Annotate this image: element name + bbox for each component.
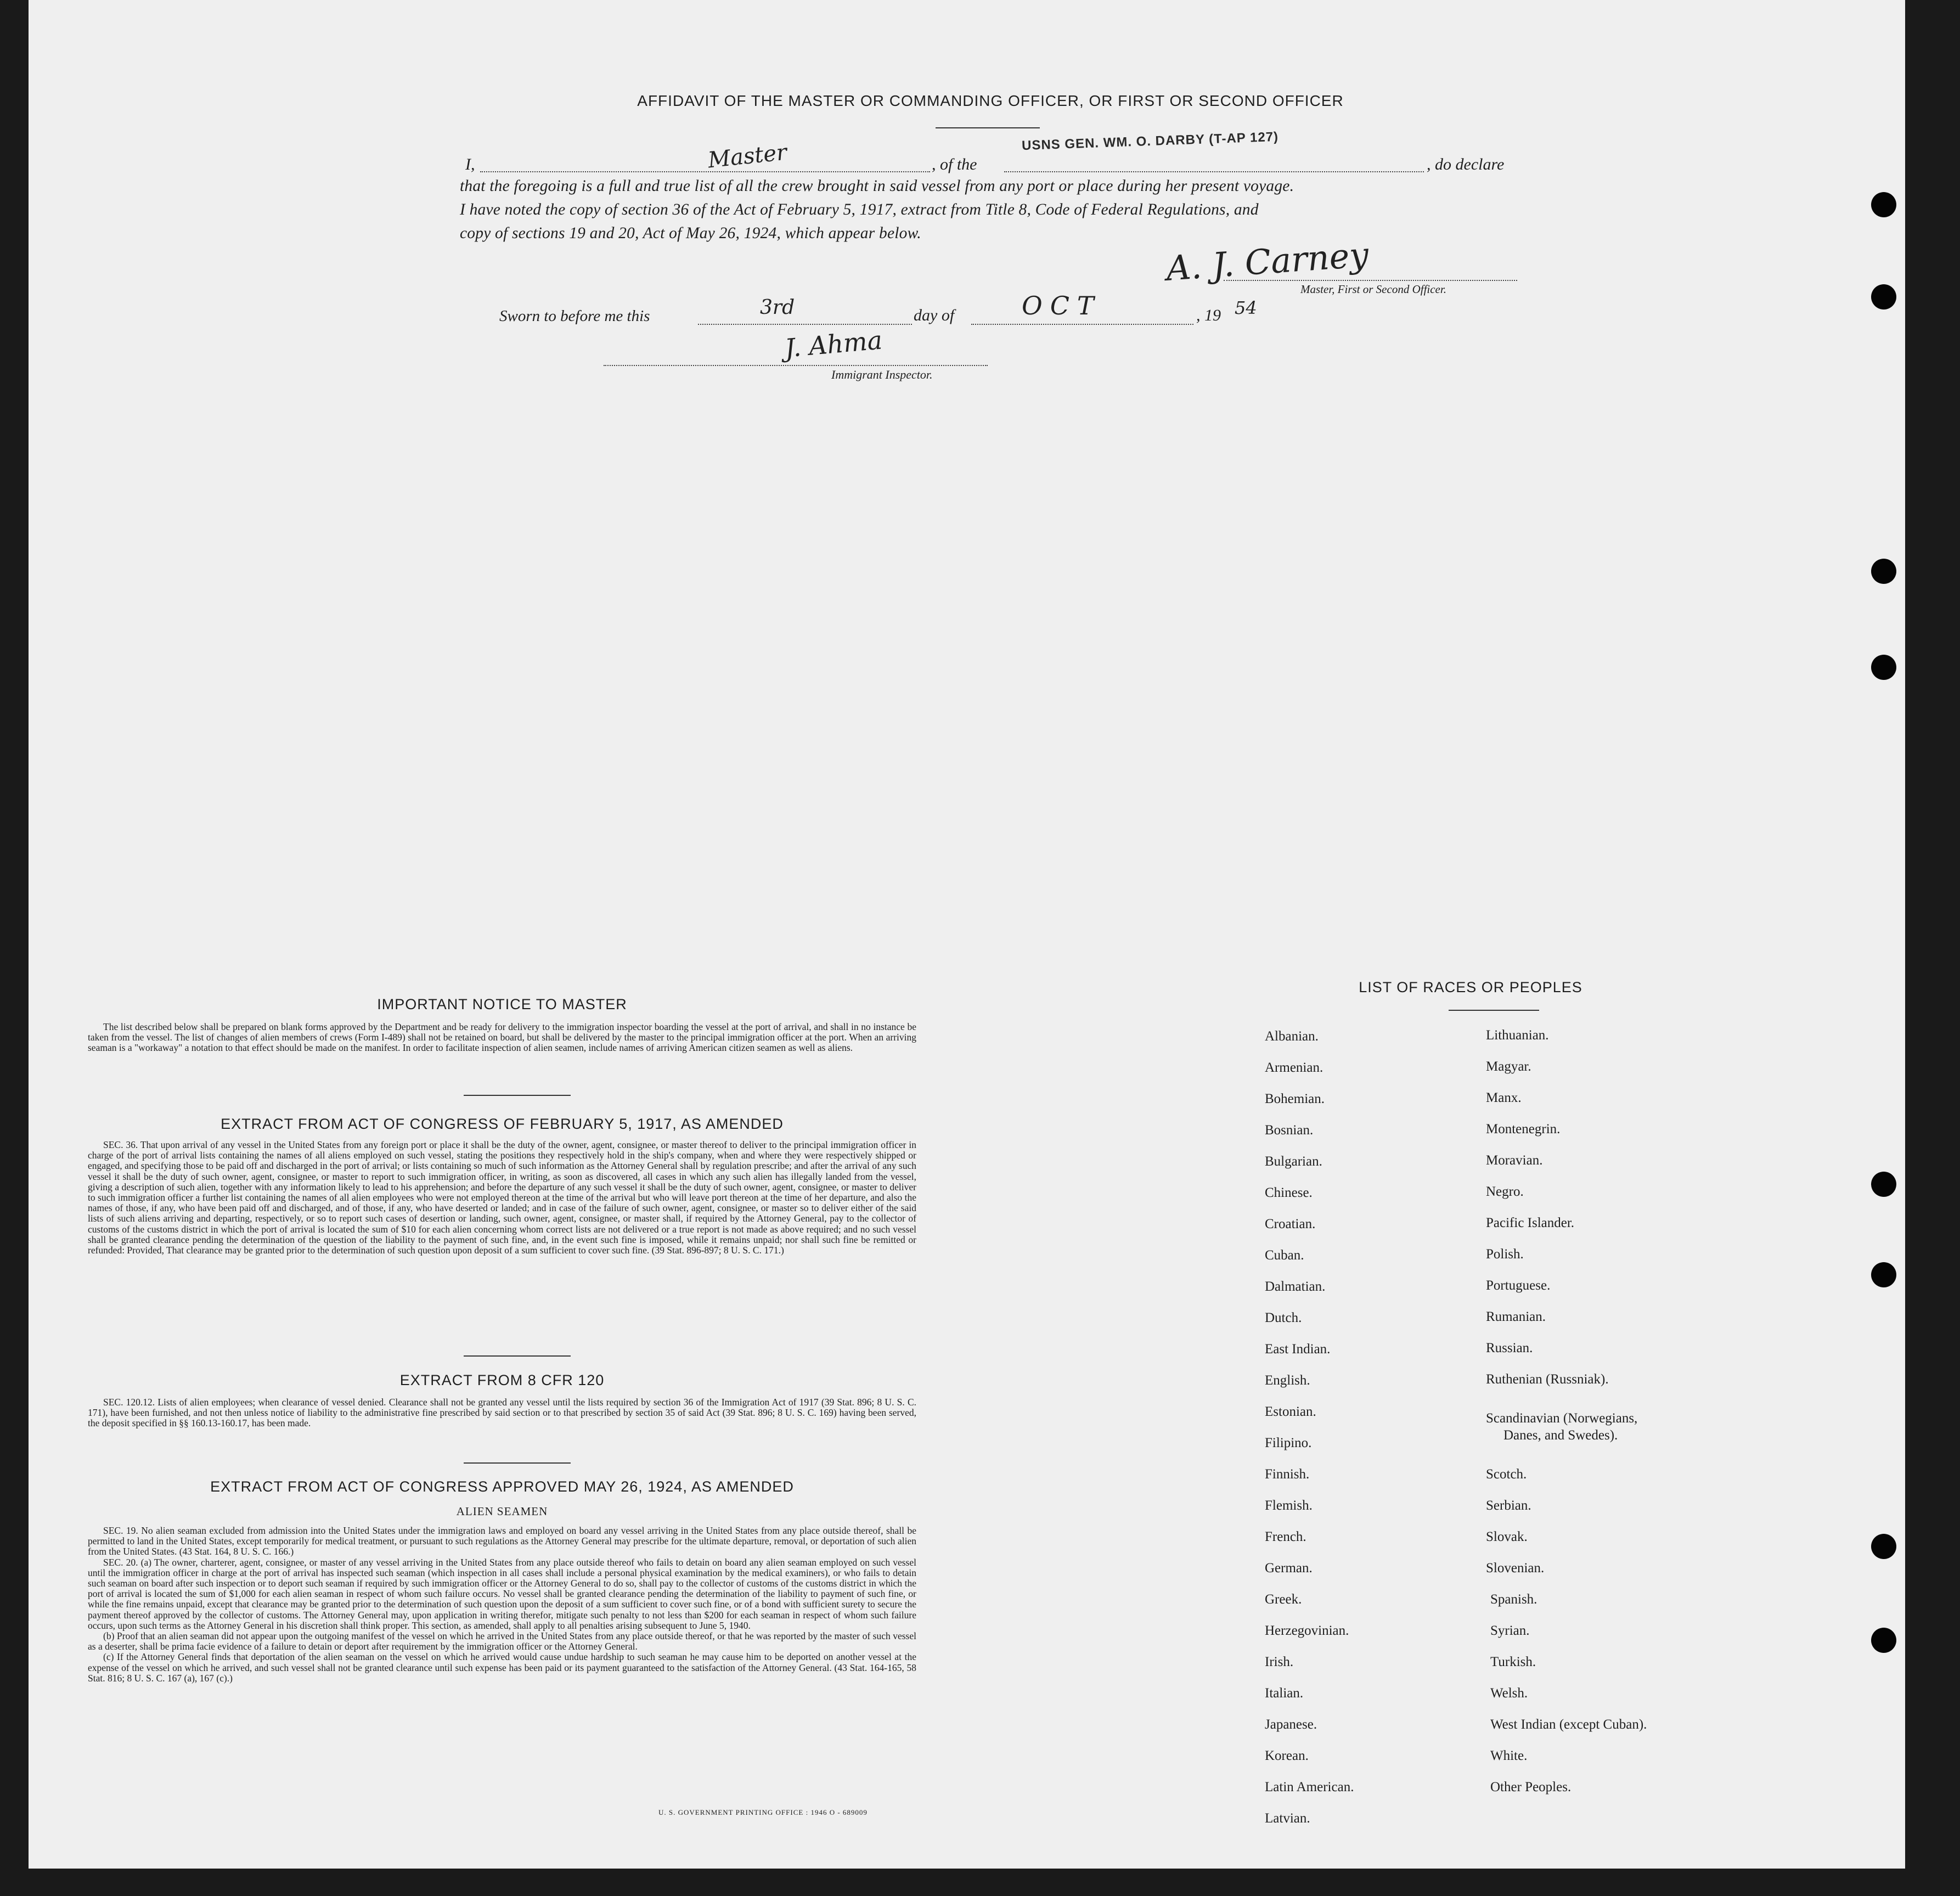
do-declare-label: , do declare: [1427, 155, 1505, 173]
vessel-line: [1004, 171, 1424, 172]
vessel-stamp: USNS GEN. WM. O. DARBY (T-AP 127): [1021, 129, 1279, 154]
race-item: Turkish.: [1490, 1655, 1536, 1669]
extract-1924-sec20a: SEC. 20. (a) The owner, charterer, agent, consignee, or master of any vessel arriving in the United States from any place outside thereof who fails to detain on board any alien seaman employed on such vessel until the immigration officer in charge at the port of arrival has inspected such seaman (which inspection in all cases shall include a personal physical examination by the medical examiners), or who fails to detain such seaman on board after such inspection or to deport such seaman if required by such immigration officer or the Attorney General to do so, shall pay to the collector of customs of the customs district in which the port of arrival is located the sum of $1,000 for each alien seaman in respect of whom such failure occurs. No vessel shall be granted clearance pending the determination of the liability to payment of such fine, or while the fine remains unpaid, except that clearance may be granted prior to the determination of such question upon the deposit of a sum sufficient to cover such fine, or of a bond with sufficient surety to secure the payment thereof approved by the collector of customs. The Attorney General may, upon application in writing therefor, mitigate such penalty to not less than $200 for each seaman in respect of whom such failure occurs, upon such terms as the Attorney General in his discretion shall think proper. This section, as amended, shall apply to all penalties arising subsequent to June 5, 1940.: [88, 1556, 916, 1631]
race-item: Finnish.: [1265, 1467, 1310, 1482]
divider: [464, 1462, 571, 1464]
races-title: LIST OF RACES OR PEOPLES: [1359, 979, 1582, 995]
race-item: Pacific Islander.: [1486, 1216, 1575, 1230]
race-item: Korean.: [1265, 1748, 1309, 1763]
race-item: Flemish.: [1265, 1498, 1313, 1513]
affidavit-body-line-3: copy of sections 19 and 20, Act of May 26, 1924, which appear below.: [460, 224, 921, 242]
race-item: Danes, and Swedes).: [1503, 1428, 1618, 1443]
race-item: Albanian.: [1265, 1029, 1319, 1044]
binder-hole: [1871, 1172, 1896, 1197]
declarant-line: [480, 171, 930, 172]
race-item: Rumanian.: [1486, 1309, 1546, 1324]
extract-cfr-paragraph: SEC. 120.12. Lists of alien employees; when clearance of vessel denied. Clearance shall not be granted any vessel until the lists required by section 36 of the Immigration Act of 1917 (39 Stat. 896; 8 U. S. C. 171), have been furnished, and not then unless notice of liability to the administrative fine prescribed by said section or to that prescribed by section 35 of said Act (39 Stat. 896; 8 U. S. C. 169) having been served, the deposit specified in §§ 160.13-160.17, has been made.: [88, 1397, 916, 1429]
race-item: French.: [1265, 1529, 1306, 1544]
race-item: Irish.: [1265, 1655, 1294, 1669]
extract-1924-sec20c: (c) If the Attorney General finds that deportation of the alien seaman on the vessel on which he arrived would cause undue hardship to such seaman he may cause him to be deported on another vessel at the expense of the vessel on which he arrived, and such vessel shall not be granted clearance until such expense has been paid or its payment guaranteed to the satisfaction of the Attorney General. (43 Stat. 164-165, 58 Stat. 816; 8 U. S. C. 167 (a), 167 (c).): [88, 1651, 916, 1684]
year-suffix: 54: [1235, 297, 1257, 318]
race-item: English.: [1265, 1373, 1310, 1388]
master-signature-line: [1224, 280, 1517, 281]
extract-1917-paragraph: SEC. 36. That upon arrival of any vessel in the United States from any foreign port or place it shall be the duty of the owner, agent, consignee, or master thereof to deliver to the principal immigration officer in charge of the port of arrival lists containing the names of all aliens employed on such vessel, stating the positions they respectively hold in the ship's company, when and where they were respectively shipped or engaged, and specifying those to be paid off and discharged in the port of arrival; or lists containing so much of such information as the Attorney General shall by regulation prescribe; and after the arrival of any such vessel it shall be the duty of such owner, agent, consignee, or master to report to such immigration officer, in writing, as soon as discovered, all cases in which any such alien has illegally landed from the vessel, giving a description of such alien, together with any information likely to lead to his apprehension; and before the departure of any such vessel it shall be the duty of such owner, agent, consignee, or master to deliver to such immigration officer a further list containing the names of all alien employees who were not employed thereon at the time of the arrival but who will leave port thereon at the time of her departure, and also the names of those, if any, who have been paid off and discharged, and of those, if any, who have deserted or landed; and in case of the failure of such owner, agent, consignee, or master so to deliver either of the said lists of such aliens arriving and departing, respectively, or so to report such cases of desertion or landing, such owner, agent, consignee, or master shall, if required by the Attorney General, pay to the collector of customs of the customs district in which the port of arrival is located the sum of $10 for each alien concerning whom correct lists are not delivered or a true report is not made as above required; and no such vessel shall be granted clearance pending the determination of the question of the liability to the payment of such fine, and, in the event such fine is imposed, while it remains unpaid; nor shall such fine be remitted or refunded: Provided, That clearance may be granted prior to the determination of such question upon deposit of a sum sufficient to cover such fine. (39 Stat. 896-897; 8 U. S. C. 171.): [88, 1139, 916, 1256]
binder-hole: [1871, 655, 1896, 680]
extract-cfr-text: [88, 1397, 916, 1429]
affidavit-body-line-1: that the foregoing is a full and true list of all the crew brought in said vessel from any port or place during her present voyage.: [460, 177, 1294, 195]
divider: [464, 1095, 571, 1096]
affidavit-title: AFFIDAVIT OF THE MASTER OR COMMANDING OFFICER, OR FIRST OR SECOND OFFICER: [637, 92, 1344, 109]
extract-1924-title: EXTRACT FROM ACT OF CONGRESS APPROVED MAY 26, 1924, AS AMENDED: [210, 1478, 794, 1495]
race-item: Latvian.: [1265, 1811, 1310, 1826]
race-item: Russian.: [1486, 1341, 1533, 1355]
sworn-month: OCT: [1022, 291, 1102, 320]
race-item: German.: [1265, 1561, 1313, 1576]
race-item: Syrian.: [1490, 1623, 1530, 1638]
binder-hole: [1871, 1534, 1896, 1559]
race-item: Dutch.: [1265, 1310, 1302, 1325]
affidavit-i-label: I,: [465, 155, 475, 173]
declarant-signature: Master: [706, 139, 788, 173]
race-item: Polish.: [1486, 1247, 1524, 1262]
race-item: Serbian.: [1486, 1498, 1531, 1513]
race-item: Bohemian.: [1265, 1092, 1325, 1106]
race-item: Filipino.: [1265, 1436, 1312, 1450]
race-item: Magyar.: [1486, 1059, 1531, 1074]
notice-title: IMPORTANT NOTICE TO MASTER: [377, 996, 627, 1012]
extract-1924-sec19: SEC. 19. No alien seaman excluded from admission into the United States under the immigration laws and employed on board any vessel arriving in the United States from any place outside thereof, shall be permitted to land in the United States, except temporarily for medical treatment, or pursuant to such regulations as the Attorney General may prescribe for the ultimate departure, removal, or deportation of such alien from the United States. (43 Stat. 164, 8 U. S. C. 166.): [88, 1525, 916, 1557]
inspector-caption: Immigrant Inspector.: [831, 368, 933, 381]
race-item: Herzegovinian.: [1265, 1623, 1349, 1638]
master-signature: A. J. Carney: [1164, 234, 1370, 289]
master-caption: Master, First or Second Officer.: [1300, 283, 1446, 296]
race-item: Scotch.: [1486, 1467, 1527, 1482]
divider: [1449, 1010, 1539, 1011]
day-of-label: day of: [914, 306, 955, 324]
race-item: Cuban.: [1265, 1248, 1304, 1263]
binder-hole: [1871, 1262, 1896, 1287]
race-item: Greek.: [1265, 1592, 1302, 1607]
race-item: East Indian.: [1265, 1342, 1331, 1357]
race-item: Manx.: [1486, 1090, 1522, 1105]
race-item: Dalmatian.: [1265, 1279, 1326, 1294]
race-item: Bulgarian.: [1265, 1154, 1322, 1169]
sworn-day: 3rd: [760, 296, 795, 319]
race-item: West Indian (except Cuban).: [1490, 1717, 1647, 1732]
extract-1924-text: [88, 1526, 916, 1684]
race-item: Negro.: [1486, 1184, 1524, 1199]
year-prefix: , 19: [1196, 306, 1221, 324]
extract-cfr-title: EXTRACT FROM 8 CFR 120: [399, 1372, 605, 1388]
race-item: Moravian.: [1486, 1153, 1543, 1168]
extract-1924-sec20b: (b) Proof that an alien seaman did not appear upon the outgoing manifest of the vessel on which he arrived in the United States from any place outside thereof, or that he was reported by the master of such vessel as a deserter, shall be prima facie evidence of a failure to detain or deport after requirement by the immigration officer or the Attorney General.: [88, 1630, 916, 1652]
race-item: Armenian.: [1265, 1060, 1323, 1075]
race-item: Lithuanian.: [1486, 1028, 1549, 1043]
race-item: Italian.: [1265, 1686, 1304, 1701]
sworn-month-line: [971, 324, 1193, 325]
notice-text: [88, 1022, 916, 1054]
extract-1917-title: EXTRACT FROM ACT OF CONGRESS OF FEBRUARY 5, 1917, AS AMENDED: [221, 1116, 784, 1132]
binder-hole: [1871, 1628, 1896, 1653]
affidavit-body-line-2: I have noted the copy of section 36 of the Act of February 5, 1917, extract from Title 8, Code of Federal Regulations, and: [460, 201, 1259, 218]
binder-hole: [1871, 192, 1896, 217]
race-item: White.: [1490, 1748, 1528, 1763]
extract-1917-text: [88, 1140, 916, 1256]
race-item: Bosnian.: [1265, 1123, 1314, 1138]
notice-paragraph: The list described below shall be prepared on blank forms approved by the Department and be ready for delivery to the immigration inspector boarding the vessel at the port of arrival, and shall in no instance be taken from the vessel. The list of changes of alien members of crews (Form I-489) shall not be retained on board, but shall be delivered by the master to the principal immigration officer at the port. When an arriving seaman is a "workaway" a notation to that effect should be made on the manifest. In order to facilitate inspection of alien seamen, include names of arriving American citizen seamen as well as aliens.: [88, 1021, 916, 1054]
divider: [936, 127, 1040, 128]
binder-hole: [1871, 284, 1896, 310]
inspector-signature-line: [604, 365, 988, 366]
binder-hole: [1871, 559, 1896, 584]
printer-imprint: U. S. GOVERNMENT PRINTING OFFICE : 1946 O - 689009: [658, 1808, 868, 1816]
of-the-label: , of the: [932, 155, 977, 173]
race-item: Welsh.: [1490, 1686, 1528, 1701]
race-item: Other Peoples.: [1490, 1780, 1572, 1794]
sworn-label: Sworn to before me this: [499, 307, 650, 325]
race-item: Spanish.: [1490, 1592, 1537, 1607]
race-item: Montenegrin.: [1486, 1122, 1561, 1137]
divider: [464, 1355, 571, 1357]
race-item: Estonian.: [1265, 1404, 1316, 1419]
race-item: Portuguese.: [1486, 1278, 1551, 1293]
race-item: Croatian.: [1265, 1217, 1316, 1231]
race-item: Scandinavian (Norwegians,: [1486, 1411, 1638, 1426]
race-item: Ruthenian (Russniak).: [1486, 1372, 1609, 1387]
race-item: Latin American.: [1265, 1780, 1354, 1794]
race-item: Japanese.: [1265, 1717, 1317, 1732]
race-item: Slovenian.: [1486, 1561, 1545, 1576]
race-item: Chinese.: [1265, 1185, 1313, 1200]
extract-1924-subtitle: ALIEN SEAMEN: [456, 1505, 548, 1518]
race-item: Slovak.: [1486, 1529, 1528, 1544]
inspector-signature: J. Ahma: [783, 325, 884, 363]
